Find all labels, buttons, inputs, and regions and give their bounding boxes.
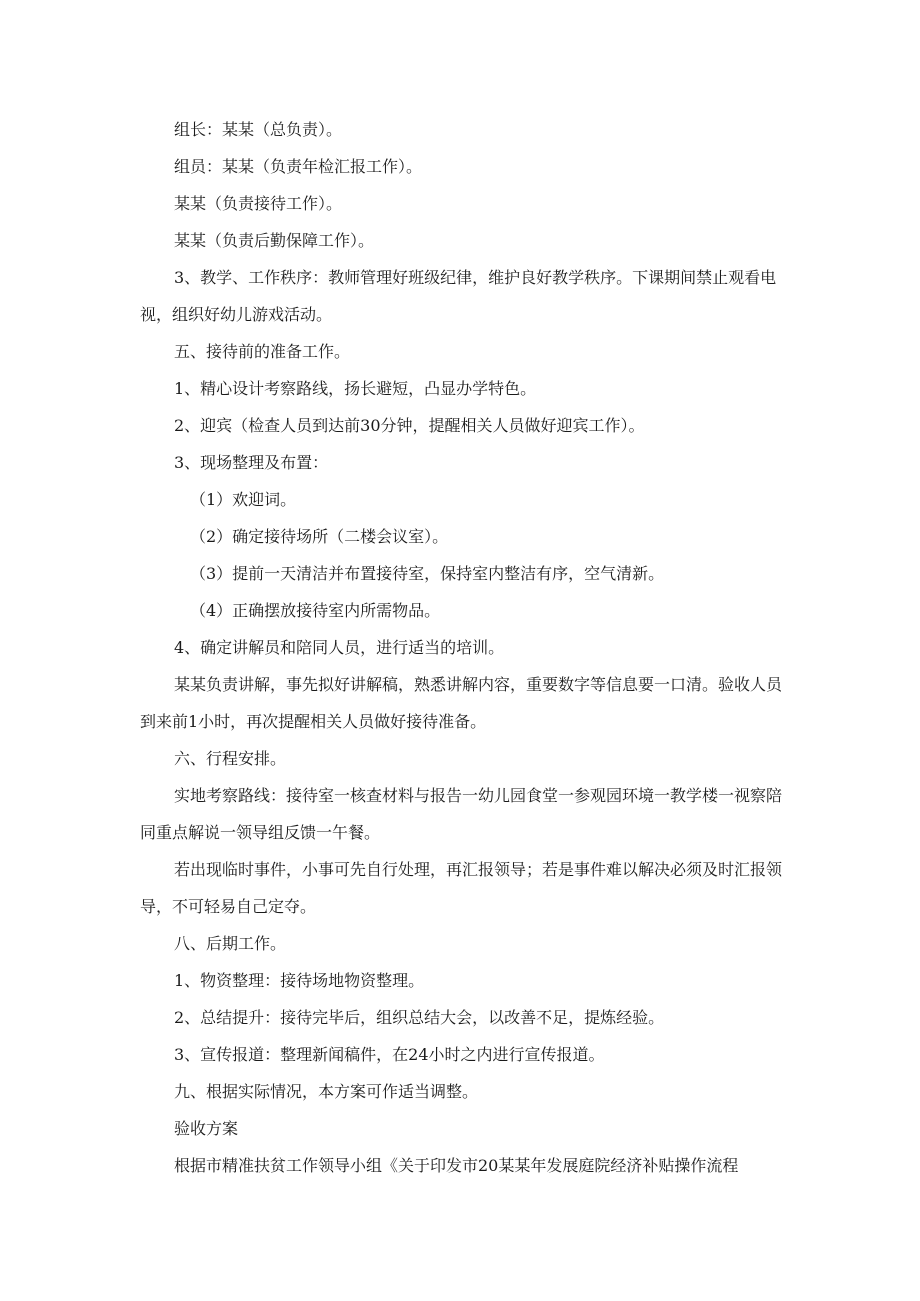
paragraph-publicity: 3、宣传报道：整理新闻稿件，在24小时之内进行宣传报道。: [174, 1045, 605, 1064]
paragraph-route-design: 1、精心设计考察路线，扬长避短，凸显办学特色。: [174, 379, 537, 398]
paragraph-guide-duty: 某某负责讲解，事先拟好讲解稿，熟悉讲解内容，重要数字等信息要一口清。验收人员到来前1小时，再次提醒相关人员做好接待准备。: [140, 675, 783, 731]
heading-reception-preparation: 五、接待前的准备工作。: [174, 342, 351, 361]
paragraph-guide-training: 4、确定讲解员和陪同人员，进行适当的培训。: [174, 638, 505, 657]
list-item-welcome-speech: （1）欢迎词。: [190, 490, 297, 509]
paragraph-team-member: 组员：某某（负责年检汇报工作）。: [174, 157, 423, 176]
list-item-place-items: （4）正确摆放接待室内所需物品。: [190, 601, 441, 620]
paragraph-member-reception: 某某（负责接待工作）。: [174, 194, 343, 213]
heading-follow-up: 八、后期工作。: [174, 934, 287, 953]
paragraph-team-leader: 组长：某某（总负责）。: [174, 120, 343, 139]
paragraph-contingency: 若出现临时事件，小事可先自行处理，再汇报领导；若是事件难以解决必须及时汇报领导，不可轻易自己定夺。: [140, 860, 783, 916]
paragraph-acceptance-basis: 根据市精准扶贫工作领导小组《关于印发市20某某年发展庭院经济补贴操作流程: [174, 1156, 739, 1175]
paragraph-welcome-guests: 2、迎宾（检查人员到达前30分钟，提醒相关人员做好迎宾工作）。: [174, 416, 645, 435]
paragraph-teaching-order: 3、教学、工作秩序：教师管理好班级纪律，维护良好教学秩序。下课期间禁止观看电视，组织好幼儿游戏活动。: [140, 268, 777, 324]
paragraph-inspection-route: 实地考察路线：接待室一核查材料与报告一幼儿园食堂一参观园环境一教学楼一视察陪同重点解说一领导组反馈一午餐。: [140, 786, 783, 842]
paragraph-material-cleanup: 1、物资整理：接待场地物资整理。: [174, 971, 425, 990]
heading-itinerary: 六、行程安排。: [174, 749, 287, 768]
list-item-clean-room: （3）提前一天清洁并布置接待室，保持室内整洁有序，空气清新。: [190, 564, 665, 583]
paragraph-member-logistics: 某某（负责后勤保障工作）。: [174, 231, 375, 250]
paragraph-site-arrangement: 3、现场整理及布置：: [174, 453, 329, 472]
paragraph-summary: 2、总结提升：接待完毕后，组织总结大会，以改善不足，提炼经验。: [174, 1008, 665, 1027]
paragraph-adjustment: 九、根据实际情况，本方案可作适当调整。: [174, 1082, 479, 1101]
heading-acceptance-plan: 验收方案: [174, 1119, 239, 1138]
list-item-reception-venue: （2）确定接待场所（二楼会议室）。: [190, 527, 449, 546]
